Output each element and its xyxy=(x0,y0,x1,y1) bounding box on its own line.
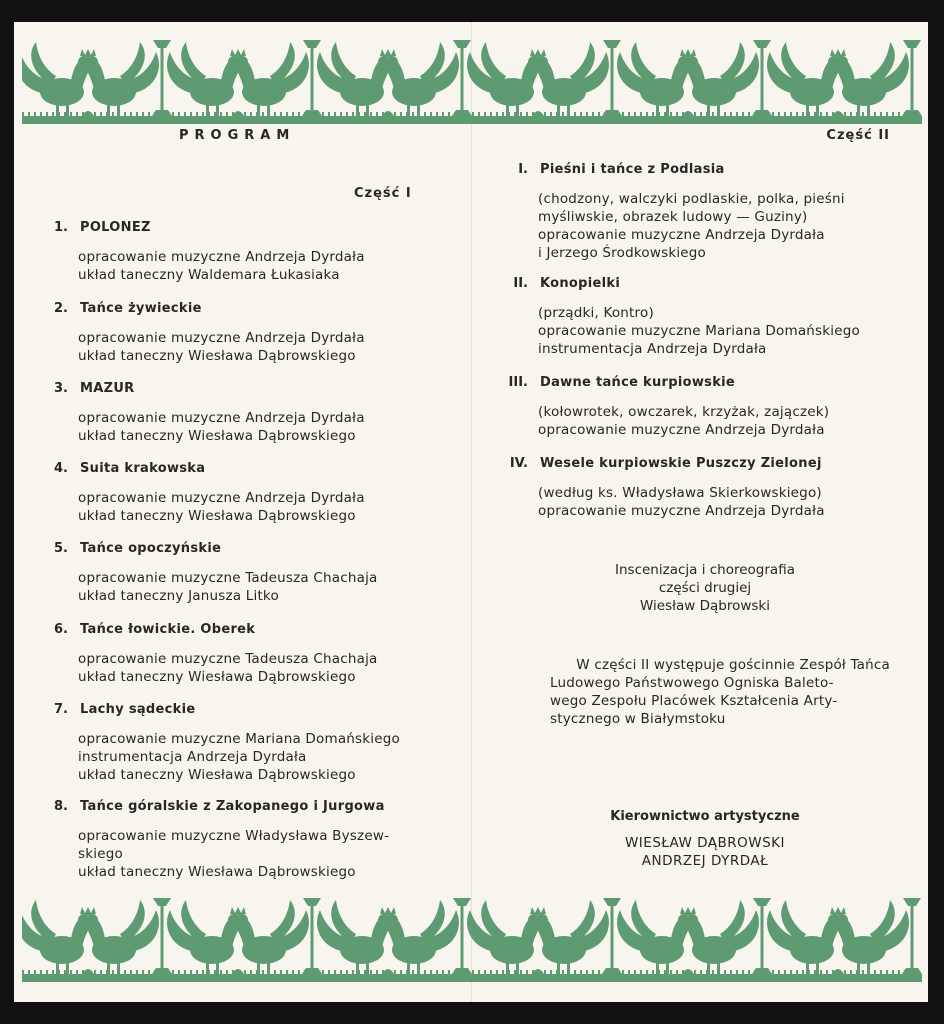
item-line: układ taneczny Wiesława Dąbrowskiego xyxy=(78,348,356,364)
left-panel xyxy=(54,22,444,1002)
item-title: Konopielki xyxy=(540,276,621,291)
item-title: Dawne tańce kurpiowskie xyxy=(540,375,736,390)
item-title: Lachy sądeckie xyxy=(80,702,196,717)
item-title: MAZUR xyxy=(80,381,135,396)
item-title: POLONEZ xyxy=(80,220,151,235)
item-line: opracowanie muzyczne Andrzeja Dyrdała xyxy=(78,490,365,506)
item-line: instrumentacja Andrzeja Dyrdała xyxy=(78,749,307,765)
staging-line: części drugiej xyxy=(658,580,752,596)
item-number: I. xyxy=(518,162,528,177)
guest-line: W części II występuje gościnnie Zespół Tańca xyxy=(576,657,890,673)
item-line: opracowanie muzyczne Andrzeja Dyrdała xyxy=(538,422,825,438)
item-number: 6. xyxy=(54,622,68,637)
item-number: 2. xyxy=(54,301,68,316)
program-title: PROGRAM xyxy=(179,128,296,143)
item-number: 7. xyxy=(54,702,68,717)
item-line: układ taneczny Janusza Litko xyxy=(78,588,279,604)
item-title: Tańce żywieckie xyxy=(80,301,202,316)
item-line: skiego xyxy=(78,846,123,862)
item-number: III. xyxy=(508,375,528,390)
item-title: Suita krakowska xyxy=(80,461,206,476)
item-line: myśliwskie, obrazek ludowy — Guziny) xyxy=(538,209,808,225)
center-fold xyxy=(471,22,472,1002)
item-line: instrumentacja Andrzeja Dyrdała xyxy=(538,341,767,357)
item-line: opracowanie muzyczne Tadeusza Chachaja xyxy=(78,570,378,586)
guest-line: Ludowego Państwowego Ogniska Baleto- xyxy=(550,675,834,691)
item-line: opracowanie muzyczne Władysława Byszew- xyxy=(78,828,390,844)
item-title: Tańce opoczyńskie xyxy=(80,541,222,556)
direction-title: Kierownictwo artystyczne xyxy=(610,809,800,824)
item-number: 8. xyxy=(54,799,68,814)
item-line: opracowanie muzyczne Andrzeja Dyrdała xyxy=(78,249,365,265)
guest-line: wego Zespołu Placówek Kształcenia Arty- xyxy=(550,693,838,709)
item-title: Wesele kurpiowskie Puszczy Zielonej xyxy=(540,456,822,471)
item-line: opracowanie muzyczne Mariana Domańskiego xyxy=(78,731,400,747)
item-title: Pieśni i tańce z Podlasia xyxy=(540,162,725,177)
item-line: opracowanie muzyczne Andrzeja Dyrdała xyxy=(538,503,825,519)
director-name: ANDRZEJ DYRDAŁ xyxy=(641,853,769,869)
item-number: 4. xyxy=(54,461,68,476)
item-line: (według ks. Władysława Skierkowskiego) xyxy=(538,485,822,501)
item-line: (kołowrotek, owczarek, krzyżak, zajączek) xyxy=(538,404,830,420)
item-line: opracowanie muzyczne Andrzeja Dyrdała xyxy=(78,330,365,346)
director-name: WIESŁAW DĄBROWSKI xyxy=(624,835,786,851)
staging-line: Wiesław Dąbrowski xyxy=(640,598,770,614)
item-line: (prządki, Kontro) xyxy=(538,305,654,321)
program-leaflet xyxy=(14,22,928,1002)
item-line: układ taneczny Wiesława Dąbrowskiego xyxy=(78,428,356,444)
item-line: i Jerzego Środkowskiego xyxy=(538,245,707,261)
guest-line: stycznego w Białymstoku xyxy=(550,711,726,727)
item-line: układ taneczny Wiesława Dąbrowskiego xyxy=(78,767,356,783)
part-one-heading: Część I xyxy=(354,186,412,201)
item-line: opracowanie muzyczne Mariana Domańskiego xyxy=(538,323,860,339)
item-line: opracowanie muzyczne Tadeusza Chachaja xyxy=(78,651,378,667)
item-line: układ taneczny Wiesława Dąbrowskiego xyxy=(78,508,356,524)
directors xyxy=(510,834,900,870)
item-number: II. xyxy=(513,276,528,291)
item-title: Tańce góralskie z Zakopanego i Jurgowa xyxy=(80,799,385,814)
item-number: 3. xyxy=(54,381,68,396)
item-number: 1. xyxy=(54,220,68,235)
staging-credits xyxy=(510,561,900,615)
part-two-heading: Część II xyxy=(826,128,890,143)
staging-line: Inscenizacja i choreografia xyxy=(615,562,795,578)
item-line: układ taneczny Waldemara Łukasiaka xyxy=(78,267,340,283)
item-line: opracowanie muzyczne Andrzeja Dyrdała xyxy=(78,410,365,426)
item-line: układ taneczny Wiesława Dąbrowskiego xyxy=(78,669,356,685)
guest-note xyxy=(512,656,890,728)
item-number: IV. xyxy=(509,456,528,471)
item-line: (chodzony, walczyki podlaskie, polka, pieśni xyxy=(538,191,845,207)
item-line: układ taneczny Wiesława Dąbrowskiego xyxy=(78,864,356,880)
item-number: 5. xyxy=(54,541,68,556)
item-line: opracowanie muzyczne Andrzeja Dyrdała xyxy=(538,227,825,243)
right-panel xyxy=(500,22,890,1002)
item-title: Tańce łowickie. Oberek xyxy=(80,622,256,637)
